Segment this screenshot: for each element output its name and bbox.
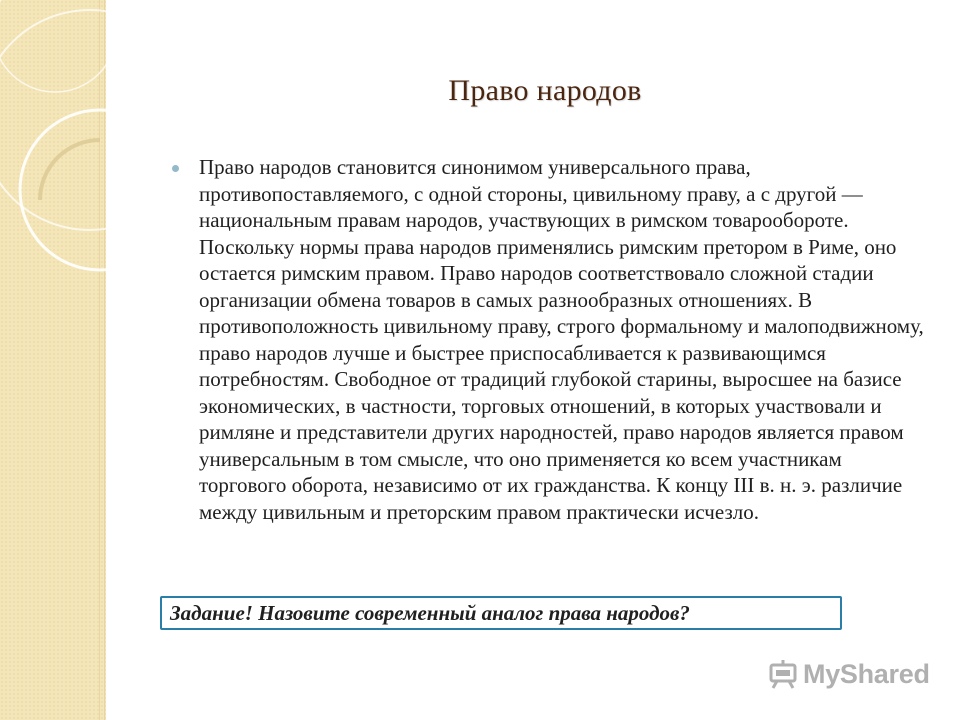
bullet-marker	[172, 165, 179, 172]
task-box: Задание! Назовите современный аналог права народов?	[160, 596, 842, 630]
watermark-logo	[768, 656, 930, 692]
presentation-board-icon	[768, 659, 798, 689]
body-paragraph: Право народов становится синонимом универсального права, противопоставляемого, с одной стороны, цивильному праву, а с другой — национальным правам народов, участвующих в римском товарообороте. Поскольку нормы права народов применялись римским претором в Риме, оно остается римским правом. Право народов соответствовало сложной стадии организации обмена товаров в самых разнообразных отношениях. В противоположность цивильному праву, строго формальному и малоподвижному, право народов лучше и быстрее приспосабливается к развивающимся потребностям. Свободное от традиций глубокой старины, выросшее на базисе экономических, в частности, торговых отношений, в которых участвовали и римляне и представители других народностей, право народов является правом универсальным в том смысле, что оно применяется ко всем участникам торгового оборота, независимо от их гражданства. К концу III в. н. э. различие между цивильным и преторским правом практически исчезло.	[199, 155, 924, 524]
slide-title: Право народов	[448, 74, 642, 107]
watermark-brand: MyShared	[803, 658, 930, 689]
